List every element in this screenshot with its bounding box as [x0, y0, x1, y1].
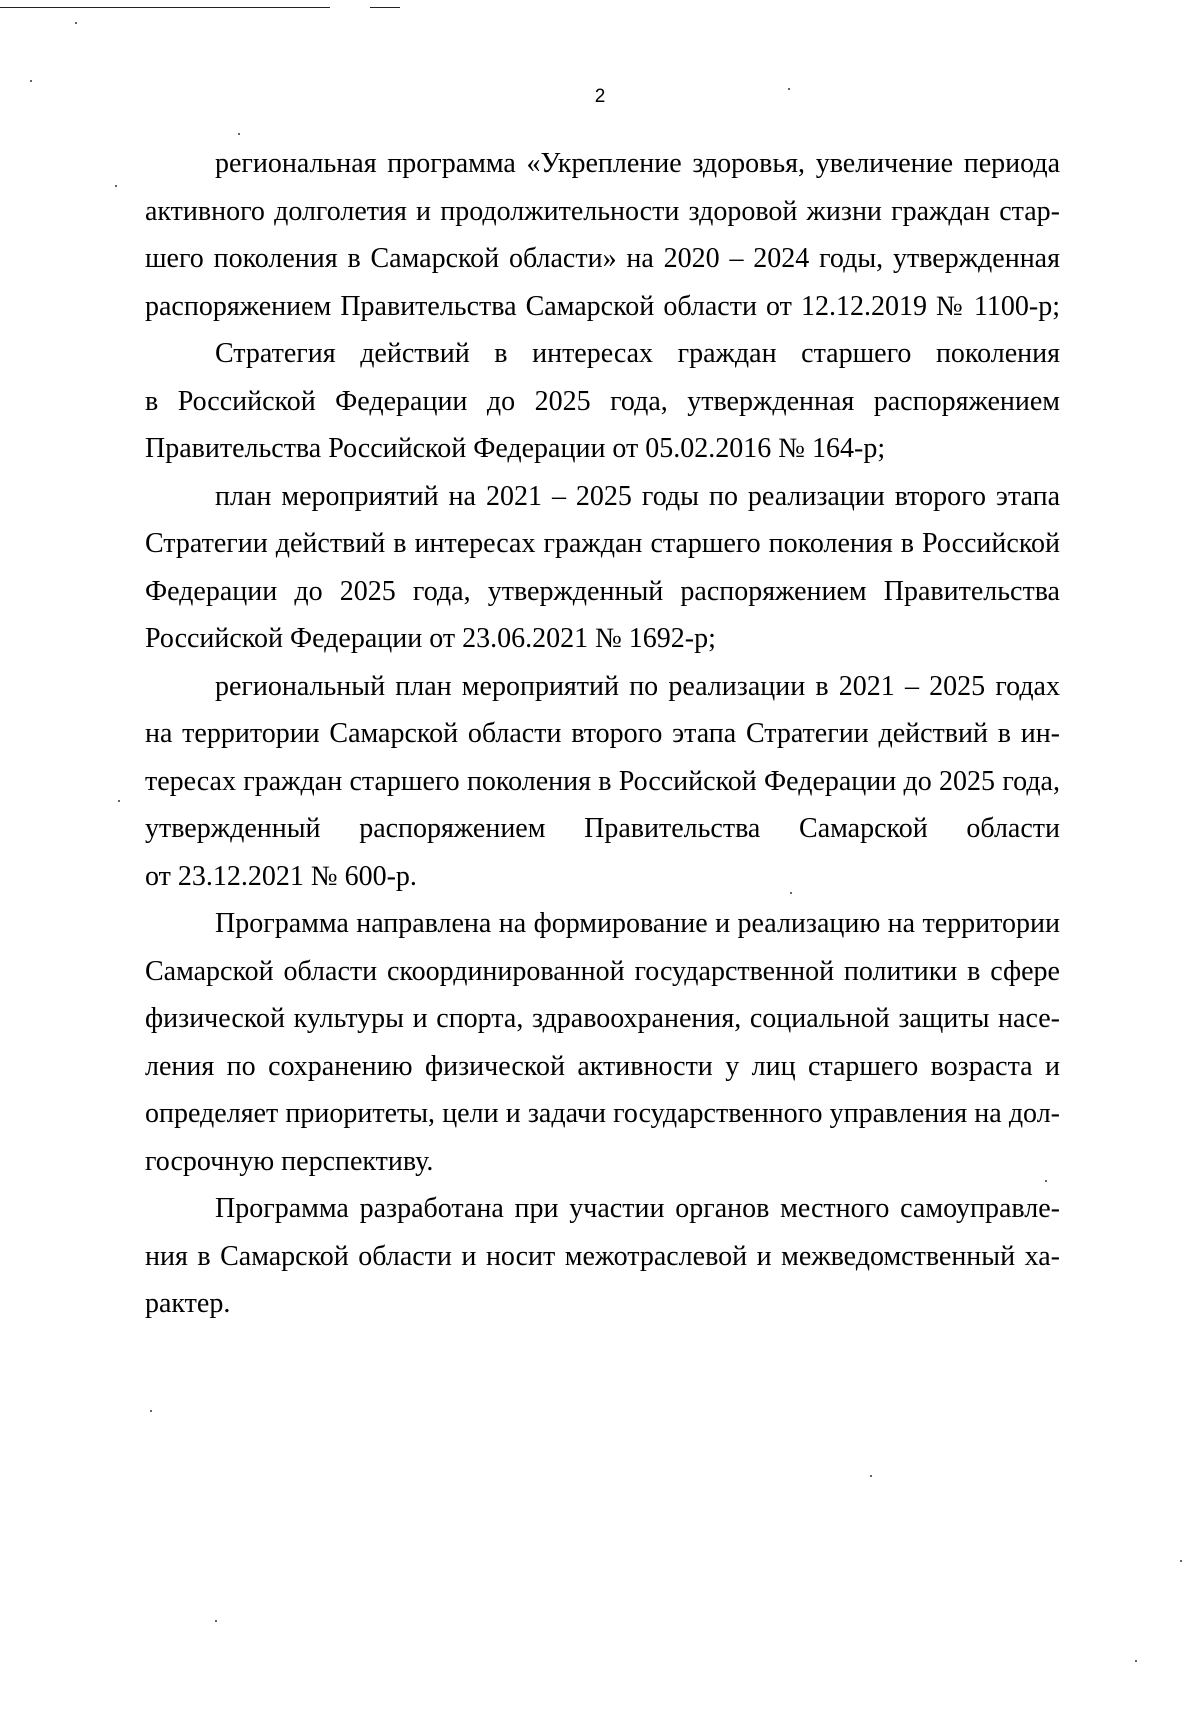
text-line: в Российской Федерации до 2025 года, утвержденная распоряжением: [145, 385, 1060, 417]
text-line: региональная программа «Укрепление здоровья, увеличение периода: [215, 148, 1060, 179]
scan-artifact-speck: [1135, 1660, 1137, 1662]
text-line: тересах граждан старшего поколения в Российской Федерации до 2025 года,: [145, 765, 1060, 797]
text-line: Российской Федерации от 23.06.2021 № 1692-р;: [145, 623, 716, 654]
text-line: от 23.12.2021 № 600-р.: [145, 860, 417, 892]
text-line: госрочную перспективу.: [145, 1145, 434, 1177]
text-line: региональный план мероприятий по реализации в 2021 – 2025 годах: [215, 670, 1060, 702]
text-line: Правительства Российской Федерации от 05.02.2016 № 164-р;: [145, 433, 886, 464]
text-line: план мероприятий на 2021 – 2025 годы по реализации второго этапа: [215, 480, 1060, 512]
document-body: [145, 140, 1060, 1328]
text-line: шего поколения в Самарской области» на 2020 – 2024 годы, утвержденная: [145, 243, 1060, 274]
scan-artifact-line: [370, 7, 400, 8]
paragraph-program-aim: [145, 900, 1060, 1185]
scan-artifact-speck: [115, 185, 117, 187]
text-line: физической культуры и спорта, здравоохранения, социальной защиты насе-: [145, 1003, 1060, 1034]
text-line: утвержденный распоряжением Правительства Самарской области: [145, 813, 1060, 844]
scan-artifact-speck: [215, 1620, 217, 1622]
scan-artifact-speck: [118, 800, 120, 802]
text-line: активного долголетия и продолжительности здоровой жизни граждан стар-: [145, 195, 1060, 227]
paragraph-strategy: [145, 330, 1060, 473]
text-line: распоряжением Правительства Самарской области от 12.12.2019 № 1100-р;: [145, 290, 1060, 322]
text-line: ния в Самарской области и носит межотраслевой и межведомственный ха-: [145, 1240, 1060, 1272]
text-line: Стратегия действий в интересах граждан старшего поколения: [215, 338, 1060, 369]
scan-artifact-line: [0, 7, 330, 8]
text-line: ления по сохранению физической активности у лиц старшего возраста и: [145, 1050, 1060, 1082]
scan-artifact-speck: [30, 80, 32, 82]
scan-artifact-speck: [1180, 1560, 1182, 1562]
text-line: на территории Самарской области второго этапа Стратегии действий в ин-: [145, 718, 1060, 749]
paragraph-action-plan: [145, 473, 1060, 663]
text-line: Стратегии действий в интересах граждан старшего поколения в Российской: [145, 528, 1060, 559]
paragraph-regional-plan: [145, 663, 1060, 901]
scan-artifact-speck: [870, 1475, 872, 1477]
text-line: Федерации до 2025 года, утвержденный распоряжением Правительства: [145, 575, 1060, 607]
scan-artifact-speck: [238, 133, 240, 135]
page-number: 2: [594, 86, 606, 107]
text-line: Самарской области скоординированной государственной политики в сфере: [145, 955, 1060, 987]
text-line: рактер.: [145, 1288, 231, 1319]
paragraph-regional-program: [145, 140, 1060, 330]
scan-artifact-speck: [75, 22, 77, 24]
text-line: определяет приоритеты, цели и задачи государственного управления на дол-: [145, 1098, 1060, 1129]
text-line: Программа разработана при участии органов местного самоуправле-: [215, 1193, 1060, 1224]
paragraph-program-development: [145, 1185, 1060, 1328]
text-line: Программа направлена на формирование и реализацию на территории: [215, 908, 1060, 939]
scan-artifact-speck: [150, 1410, 152, 1412]
